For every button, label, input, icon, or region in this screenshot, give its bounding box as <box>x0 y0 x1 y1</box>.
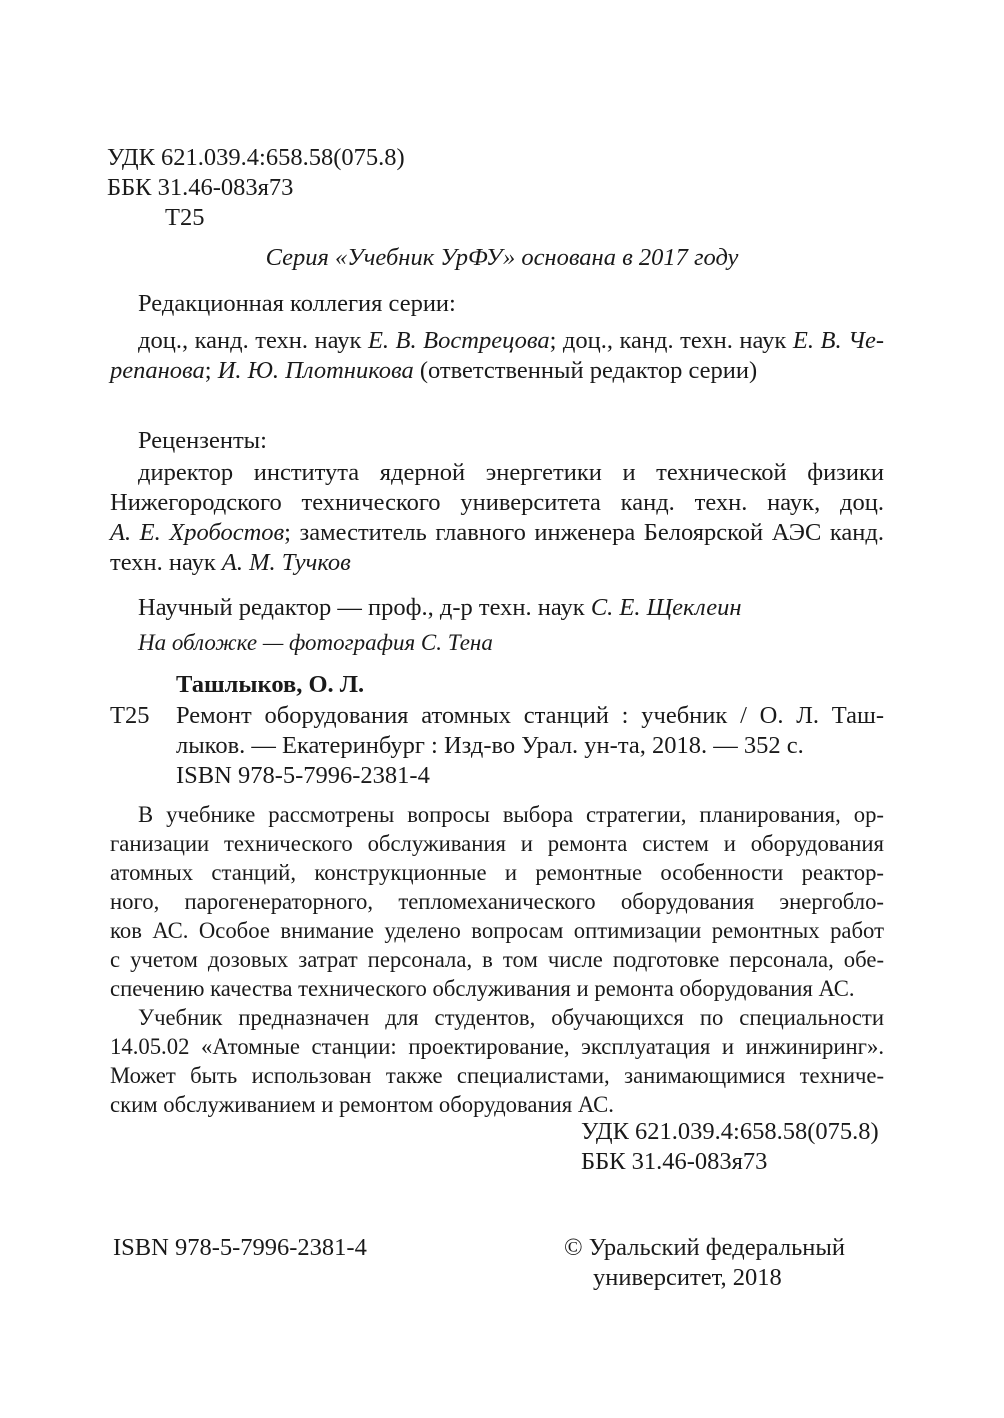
reviewer-text: ; заместитель главного инженера Белоярской АЭС канд. <box>284 519 884 546</box>
reviewer-text: техн. наук <box>110 549 222 576</box>
annotation-line: ного, парогенераторного, тепломеханического оборудования энергобло- <box>110 889 884 914</box>
annotation-line: ков АС. Особое внимание уделено вопросам оптимизации ремонтных работ <box>110 918 884 943</box>
board-text: ; <box>204 357 218 384</box>
copyright-line-2: университет, 2018 <box>593 1264 782 1291</box>
annotation-line: с учетом дозовых затрат персонала, в том числе подготовке персонала, обе- <box>110 947 884 972</box>
editorial-board-heading: Редакционная коллегия серии: <box>138 290 456 317</box>
bibliographic-sign: Т25 <box>110 702 150 729</box>
board-text: (ответственный редактор серии) <box>413 357 758 384</box>
author-sign: Т25 <box>165 204 205 231</box>
reviewers-line-4 <box>110 548 351 578</box>
reviewers-heading: Рецензенты: <box>138 427 267 454</box>
annotation-line: ганизации технического обслуживания и ремонта систем и оборудования <box>110 831 884 856</box>
board-member-name: Е. В. Че- <box>792 327 885 354</box>
book-author: Ташлыков, О. Л. <box>176 671 365 698</box>
board-member-name: Е. В. Вострецова <box>367 327 550 354</box>
annotation-line: Учебник предназначен для студентов, обучающихся по специальности <box>138 1005 884 1030</box>
board-member-name: И. Ю. Плотникова <box>217 357 414 384</box>
scientific-editor <box>138 593 742 623</box>
annotation-paragraph-1 <box>110 800 884 1003</box>
footer-isbn: ISBN 978-5-7996-2381-4 <box>113 1234 367 1261</box>
bibliographic-line-1: Ремонт оборудования атомных станций : учебник / О. Л. Таш- <box>176 702 884 729</box>
reviewer-name: А. М. Тучков <box>221 549 351 576</box>
udk-code-repeat: УДК 621.039.4:658.58(075.8) <box>581 1118 879 1145</box>
scientific-editor-label: Научный редактор — проф., д-р техн. наук <box>138 594 591 621</box>
cover-note: На обложке — фотография С. Тена <box>138 630 493 655</box>
editorial-board-line-2 <box>110 356 757 386</box>
annotation-line: В учебнике рассмотрены вопросы выбора стратегии, планирования, ор- <box>138 802 884 827</box>
board-text: доц., канд. техн. наук <box>138 327 368 354</box>
annotation-line: ским обслуживанием и ремонтом оборудования АС. <box>110 1092 614 1117</box>
scientific-editor-name: С. Е. Щеклеин <box>590 594 742 621</box>
annotation-paragraph-2 <box>110 1003 884 1119</box>
reviewers-line-1: директор института ядерной энергетики и технической физики <box>138 459 884 486</box>
reviewers-line-3 <box>110 518 884 548</box>
board-text: ; доц., канд. техн. наук <box>549 327 793 354</box>
bibliographic-line-2: лыков. — Екатеринбург : Изд-во Урал. ун-та, 2018. — 352 с. <box>176 732 804 759</box>
annotation-line: Может быть использован также специалистами, занимающимися техниче- <box>110 1063 884 1088</box>
annotation-line: спечению качества технического обслуживания и ремонта оборудования АС. <box>110 976 855 1001</box>
board-member-name: репанова <box>110 357 205 384</box>
series-founded: Серия «Учебник УрФУ» основана в 2017 году <box>265 244 739 271</box>
bbk-code: ББК 31.46-083я73 <box>107 174 294 201</box>
reviewer-name: А. Е. Хробостов <box>110 519 285 546</box>
udk-code: УДК 621.039.4:658.58(075.8) <box>107 144 405 171</box>
annotation-line: 14.05.02 «Атомные станции: проектирование, эксплуатация и инжиниринг». <box>110 1034 884 1059</box>
bibliographic-isbn: ISBN 978-5-7996-2381-4 <box>176 762 430 789</box>
reviewers-line-2: Нижегородского технического университета канд. техн. наук, доц. <box>110 489 884 516</box>
copyright-line-1: © Уральский федеральный <box>564 1234 845 1261</box>
editorial-board-line-1 <box>138 326 884 356</box>
annotation-line: атомных станций, конструкционные и ремонтные особенности реактор- <box>110 860 884 885</box>
bbk-code-repeat: ББК 31.46-083я73 <box>581 1148 768 1175</box>
